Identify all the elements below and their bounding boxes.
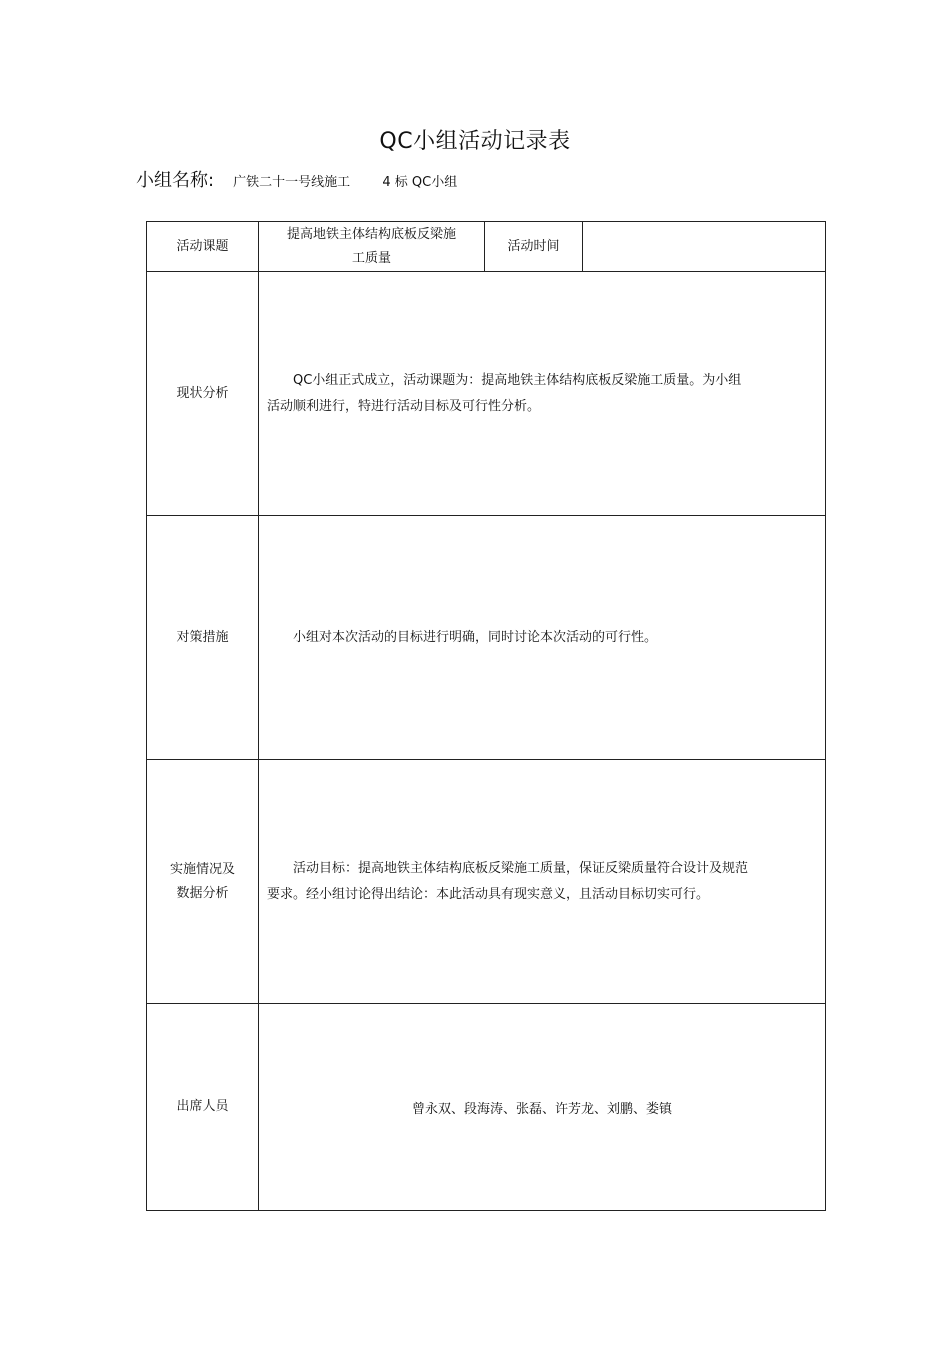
implementation-label-cell [147, 760, 259, 1004]
status-analysis-content: QC小组正式成立，活动课题为：提高地铁主体结构底板反梁施工质量。为小组活动顺利进行，特进行活动目标及可行性分析。 [267, 372, 742, 414]
table-row-topic [147, 222, 826, 272]
attendees-label-cell [147, 1004, 259, 1211]
status-analysis-label-cell [147, 272, 259, 516]
status-analysis-content-cell [259, 272, 826, 516]
countermeasures-content: 小组对本次活动的目标进行明确，同时讨论本次活动的可行性。 [293, 629, 658, 645]
group-name-line [136, 166, 457, 192]
status-analysis-label: 现状分析 [176, 385, 229, 401]
time-label-cell [485, 222, 583, 272]
topic-value-line1: 提高地铁主体结构底板反梁施 [286, 226, 456, 242]
table-row-countermeasures [147, 516, 826, 760]
implementation-label-line2: 数据分析 [176, 885, 229, 901]
group-name-value: 广铁二十一号线施工 [233, 175, 351, 190]
implementation-content-cell [259, 760, 826, 1004]
implementation-label-line1: 实施情况及 [169, 861, 235, 877]
activity-record-table [146, 221, 826, 1211]
group-name-label: 小组名称: [136, 170, 215, 191]
page-title: QC小组活动记录表 [379, 129, 571, 154]
countermeasures-label-cell [147, 516, 259, 760]
countermeasures-label: 对策措施 [176, 629, 229, 645]
time-label: 活动时间 [507, 238, 560, 254]
table-row-status-analysis [147, 272, 826, 516]
group-section-value: 4 标 QC小组 [382, 175, 458, 190]
implementation-content: 活动目标：提高地铁主体结构底板反梁施工质量，保证反梁质量符合设计及规范要求。经小组讨论得出结论：本此活动具有现实意义，且活动目标切实可行。 [267, 860, 749, 902]
topic-value-cell [259, 222, 485, 272]
topic-label-cell [147, 222, 259, 272]
table-row-attendees [147, 1004, 826, 1211]
countermeasures-content-cell [259, 516, 826, 760]
topic-value-line2: 工质量 [351, 250, 391, 266]
time-value-cell [583, 222, 826, 272]
attendees-label: 出席人员 [176, 1099, 229, 1114]
attendees-content: 曾永双、段海涛、张磊、许芳龙、刘鹏、娄镇 [411, 1101, 672, 1117]
attendees-content-cell [259, 1004, 826, 1211]
table-row-implementation [147, 760, 826, 1004]
topic-label: 活动课题 [176, 238, 229, 254]
